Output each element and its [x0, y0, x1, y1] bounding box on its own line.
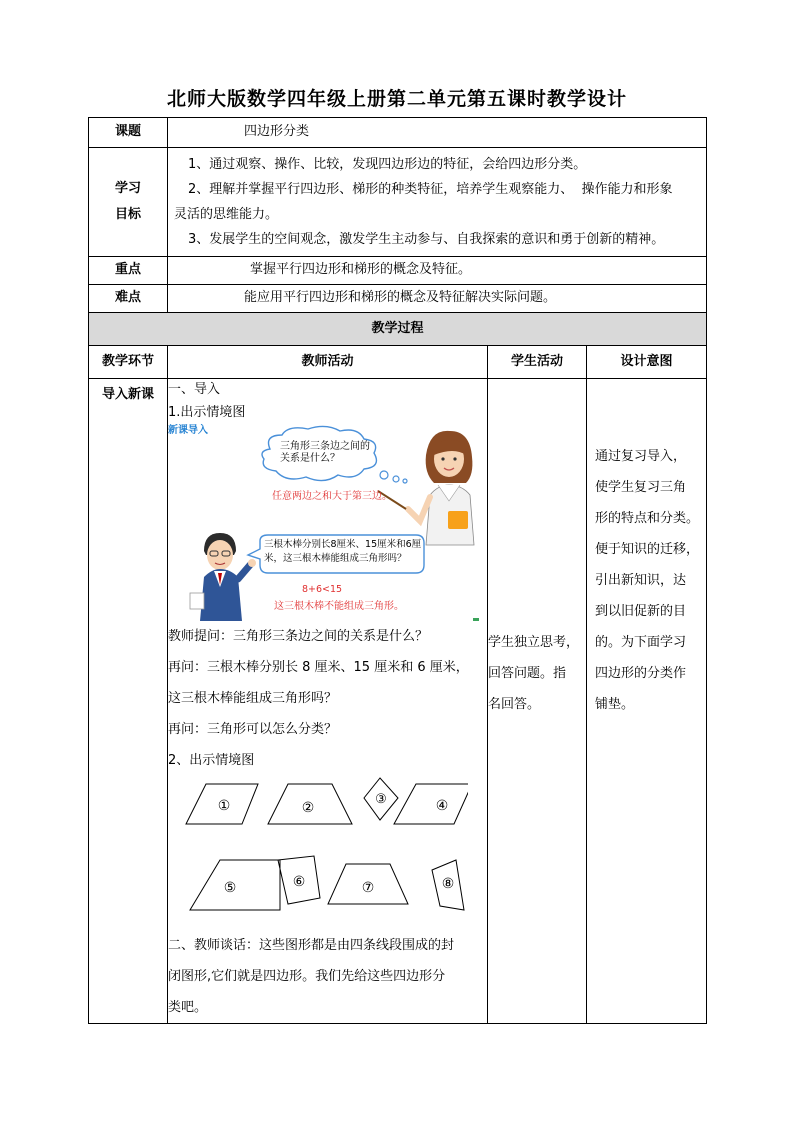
- quadrilaterals-figure: [178, 776, 468, 924]
- key-value: 掌握平行四边形和梯形的概念及特征。: [168, 257, 707, 285]
- quadrilateral-4: [394, 784, 468, 824]
- stage-label: 导入新课: [89, 379, 168, 1024]
- answer2-text: 这三根木棒不能组成三角形。: [274, 601, 404, 612]
- header-teacher: 教师活动: [168, 346, 488, 379]
- teacher-activity: [168, 379, 488, 1024]
- scene-heading: 1.出示情境图: [168, 405, 246, 420]
- talk-line-1: 二、教师谈话：这些图形都是由四条线段围成的封: [168, 938, 455, 953]
- goal-item: 3、发展学生的空间观念，激发学生主动参与、自我探索的意识和勇于创新的精神。: [188, 232, 665, 247]
- bubble1-text: 三角形三条边之间的 关系是什么？: [280, 441, 370, 464]
- design-intent: 通过复习导入， 使学生复习三角 形的特点和分类。 便于知识的迁移， 引出新知识，达 到以旧促新的目 的。为下面学习 四边形的分类作 铺垫。: [587, 379, 707, 1024]
- talk-line-3: 类吧。: [168, 1000, 208, 1015]
- male-teacher-figure: [190, 533, 256, 621]
- goals-list: [168, 148, 707, 257]
- topic-label: 课题: [89, 118, 168, 148]
- scene2-heading: 2、出示情境图: [168, 753, 255, 768]
- bubble-dot: [393, 476, 399, 482]
- formula-text: 8+6<15: [302, 584, 343, 595]
- process-section-title: 教学过程: [89, 313, 707, 346]
- key-label: 重点: [89, 257, 168, 285]
- shape-label-4: ④: [435, 798, 449, 814]
- difficulty-value: 能应用平行四边形和梯形的概念及特征解决实际问题。: [168, 285, 707, 313]
- shape-label-7: ⑦: [361, 880, 375, 896]
- header-intent: 设计意图: [587, 346, 707, 379]
- shape-label-1: ①: [217, 798, 231, 814]
- scene-illustration: [168, 425, 488, 621]
- difficulty-label: 难点: [89, 285, 168, 313]
- shape-label-6: ⑥: [292, 874, 306, 890]
- goals-label: 学习 目标: [89, 148, 168, 257]
- talk-line-2: 闭图形,它们就是四边形。我们先给这些四边形分: [168, 969, 446, 984]
- bubble2-text: 三根木棒分别长8厘米、15厘米和6厘 米，这三根木棒能组成三角形吗？: [264, 539, 422, 564]
- lesson-plan-table: [88, 117, 707, 1024]
- shape-label-3: ③: [375, 792, 387, 807]
- shape-label-2: ②: [301, 800, 315, 816]
- header-student: 学生活动: [488, 346, 587, 379]
- student-activity: 学生独立思考， 回答问题。指 名回答。: [488, 379, 587, 1024]
- female-teacher-figure: [378, 431, 474, 545]
- answer1-text: 任意两边之和大于第三边。: [272, 491, 392, 502]
- topic-value: 四边形分类: [168, 118, 707, 148]
- scene-tag: 新课导入: [168, 425, 208, 436]
- question-1: 教师提问：三角形三条边之间的关系是什么？: [168, 629, 429, 644]
- shape-label-8: ⑧: [441, 876, 455, 892]
- question-2a: 再问：三根木棒分别长 8 厘米、15 厘米和 6 厘米，: [168, 660, 469, 675]
- document-title: 北师大版数学四年级上册第二单元第五课时教学设计: [166, 88, 627, 110]
- question-2b: 这三根木棒能组成三角形吗？: [168, 691, 338, 706]
- intro-heading: 一、导入: [168, 382, 221, 397]
- bubble-dot: [380, 471, 388, 479]
- goal-item: 灵活的思维能力。: [174, 207, 279, 222]
- bubble-dot: [403, 479, 407, 483]
- header-stage: 教学环节: [89, 346, 168, 379]
- goal-item: 1、通过观察、操作、比较，发现四边形边的特征，会给四边形分类。: [188, 157, 587, 172]
- question-3: 再问：三角形可以怎么分类？: [168, 722, 338, 737]
- green-mark: [473, 618, 479, 621]
- shape-label-5: ⑤: [223, 880, 237, 896]
- goal-item: 2、理解并掌握平行四边形、梯形的种类特征，培养学生观察能力、 操作能力和形象: [188, 182, 673, 197]
